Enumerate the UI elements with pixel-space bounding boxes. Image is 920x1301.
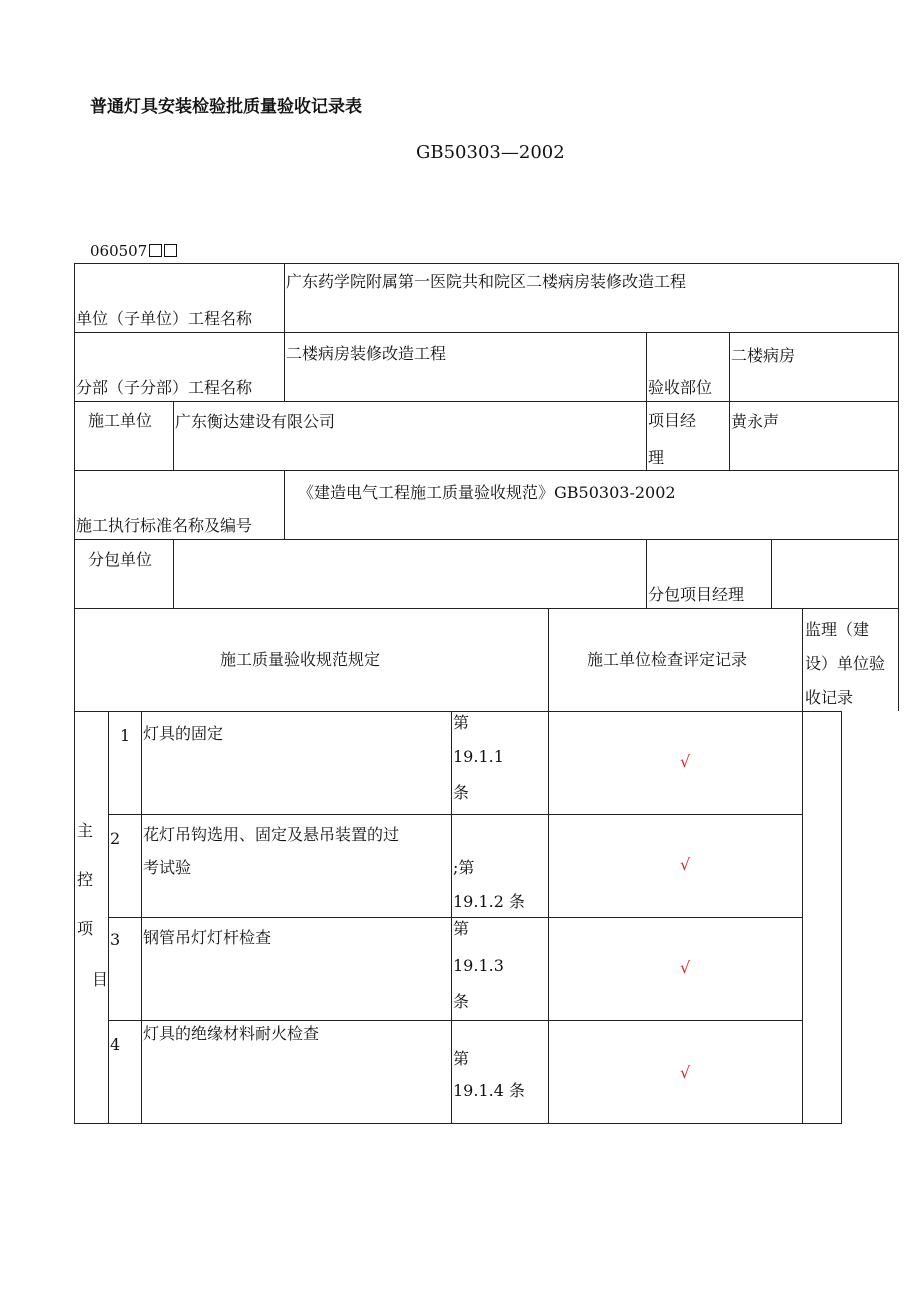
item-clause: 条	[453, 992, 470, 1011]
checkbox-square-icon	[149, 244, 162, 257]
item-clause: 19.1.4 条	[453, 1081, 525, 1100]
checkbox-square-icon	[164, 244, 177, 257]
check-mark-icon: √	[680, 752, 691, 771]
item-clause: ;第	[453, 858, 475, 877]
col-spec-header: 施工质量验收规范规定	[220, 650, 381, 669]
col-supervisor-header-1: 监理（建	[805, 620, 870, 639]
form-code-text: 060507	[90, 242, 148, 260]
sub-pm-label: 分包项目经理	[648, 585, 745, 604]
division-name-value: 二楼病房装修改造工程	[286, 344, 447, 363]
item-number: 4	[110, 1035, 121, 1054]
project-manager-label: 项目经	[648, 411, 697, 430]
check-mark-icon: √	[680, 958, 691, 977]
item-clause: 第	[453, 1049, 470, 1068]
exec-standard-value: 《建造电气工程施工质量验收规范》GB50303-2002	[298, 483, 676, 502]
item-description: 灯具的绝缘材料耐火检查	[143, 1024, 320, 1043]
item-number: 3	[110, 930, 121, 949]
check-mark-icon: √	[680, 1063, 691, 1082]
form-code	[90, 242, 177, 260]
item-clause: 第	[453, 919, 470, 938]
project-manager-label-2: 理	[648, 448, 665, 467]
item-clause: 19.1.3	[453, 956, 504, 975]
item-clause: 19.1.2 条	[453, 892, 525, 911]
unit-name-label: 单位（子单位）工程名称	[76, 309, 253, 328]
item-number: 1	[120, 726, 131, 745]
check-mark-icon: √	[680, 855, 691, 874]
col-supervisor-header-3: 收记录	[805, 688, 854, 707]
page-title: 普通灯具安装检验批质量验收记录表	[90, 97, 362, 117]
item-clause: 条	[453, 783, 470, 802]
item-clause: 19.1.1	[453, 747, 504, 766]
item-description: 钢管吊灯灯杆检查	[143, 928, 272, 947]
division-name-label: 分部（子分部）工程名称	[76, 378, 253, 397]
group-label-char: 主	[77, 821, 94, 840]
exec-standard-label: 施工执行标准名称及编号	[76, 516, 253, 535]
col-supervisor-header-2: 设）单位验	[805, 654, 886, 673]
acceptance-part-value: 二楼病房	[731, 346, 796, 365]
item-clause: 第	[453, 713, 470, 732]
item-description: 灯具的固定	[143, 724, 224, 743]
contractor-value: 广东衡达建设有限公司	[175, 412, 336, 431]
project-manager-value: 黄永声	[731, 412, 780, 431]
standard-number: GB50303—2002	[416, 142, 565, 163]
subcontractor-label: 分包单位	[88, 550, 153, 569]
group-label-char: 目	[92, 970, 109, 989]
acceptance-part-label: 验收部位	[648, 378, 713, 397]
group-label-char: 项	[77, 919, 94, 938]
col-contractor-header: 施工单位检查评定记录	[587, 650, 748, 669]
group-label-char: 控	[77, 870, 94, 889]
unit-name-value: 广东药学院附属第一医院共和院区二楼病房装修改造工程	[286, 272, 687, 291]
item-number: 2	[110, 829, 121, 848]
contractor-label: 施工单位	[88, 411, 153, 430]
item-description-2: 考试验	[143, 858, 192, 877]
item-description: 花灯吊钩选用、固定及悬吊装置的过	[143, 825, 400, 844]
